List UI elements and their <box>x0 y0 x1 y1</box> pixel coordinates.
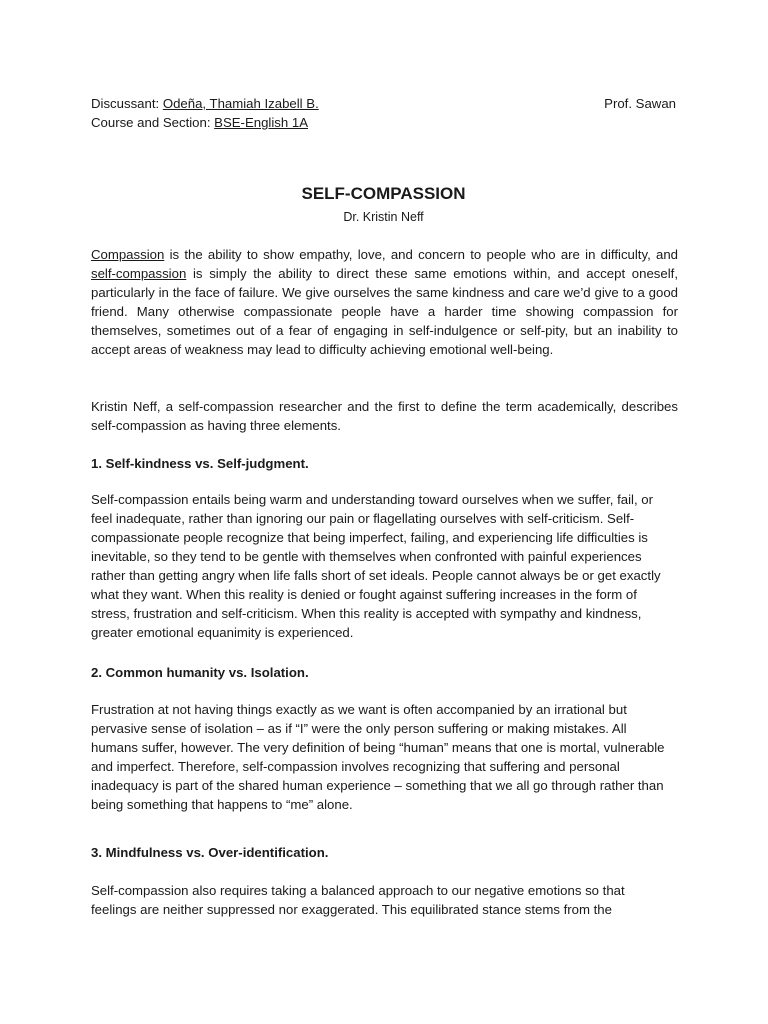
neff-paragraph: Kristin Neff, a self-compassion researcher and the first to define the term academically, describes self-compassion as having three elements. <box>91 399 678 433</box>
course-value: BSE-English 1A <box>214 115 308 130</box>
section-1-heading: 1. Self-kindness vs. Self-judgment. <box>91 456 309 471</box>
intro-text-2: is simply the ability to direct these same emotions within, and accept oneself, particularly in the face of failure. We give ourselves the same kindness and care we’d give to a good friend. Many otherwise compassionate people have a harder time showing compassion for themselves, sometimes out of a fear of engaging in self-indulgence or self-pity, but an inability to accept areas of weakness may lead to difficulty achieving emotional well-being. <box>91 266 678 357</box>
term-self-compassion: self-compassion <box>91 266 187 281</box>
discussant-name: Odeña, Thamiah Izabell B. <box>162 96 319 111</box>
title-block <box>91 183 676 227</box>
course-line <box>91 113 308 132</box>
section-3-heading: 3. Mindfulness vs. Over-identification. <box>91 845 329 860</box>
document-author: Dr. Kristin Neff <box>343 210 424 224</box>
intro-text-1: is the ability to show empathy, love, and concern to people who are in difficulty, and <box>164 247 678 262</box>
professor-name: Prof. Sawan <box>604 96 676 111</box>
header-row-course <box>91 113 676 132</box>
header-row-discussant <box>91 94 676 113</box>
intro-paragraph <box>91 245 678 359</box>
section-2-body: Frustration at not having things exactly as we want is often accompanied by an irrational but pervasive sense of isolation – as if “I” were the only person suffering or making mistakes. All humans suffer, however. The very definition of being “human” means that one is mortal, vulnerable and imperfect. Therefore, self-compassion involves recognizing that suffering and personal inadequacy is part of the shared human experience – something that we all go through rather than being something that happens to “me” alone. <box>91 702 665 812</box>
course-label: Course and Section: <box>91 115 215 130</box>
discussant-label: Discussant: <box>91 96 163 111</box>
discussant-line <box>91 94 319 113</box>
term-compassion: Compassion <box>91 247 165 262</box>
section-1-body: Self-compassion entails being warm and understanding toward ourselves when we suffer, fail, or feel inadequate, rather than ignoring our pain or flagellating ourselves with self-criticism. Self-compassionate people recognize that being imperfect, failing, and experiencing life difficulties is inevitable, so they tend to be gentle with themselves when confronted with painful experiences rather than getting angry when life falls short of set ideals. People cannot always be or get exactly what they want. When this reality is denied or fought against suffering increases in the form of stress, frustration and self-criticism. When this reality is accepted with sympathy and kindness, greater emotional equanimity is experienced. <box>91 492 661 640</box>
section-3-body: Self-compassion also requires taking a balanced approach to our negative emotions so that feelings are neither suppressed nor exaggerated. This equilibrated stance stems from the <box>91 883 625 917</box>
section-2-heading: 2. Common humanity vs. Isolation. <box>91 665 309 680</box>
header <box>91 94 676 132</box>
document-title: SELF-COMPASSION <box>301 184 466 203</box>
